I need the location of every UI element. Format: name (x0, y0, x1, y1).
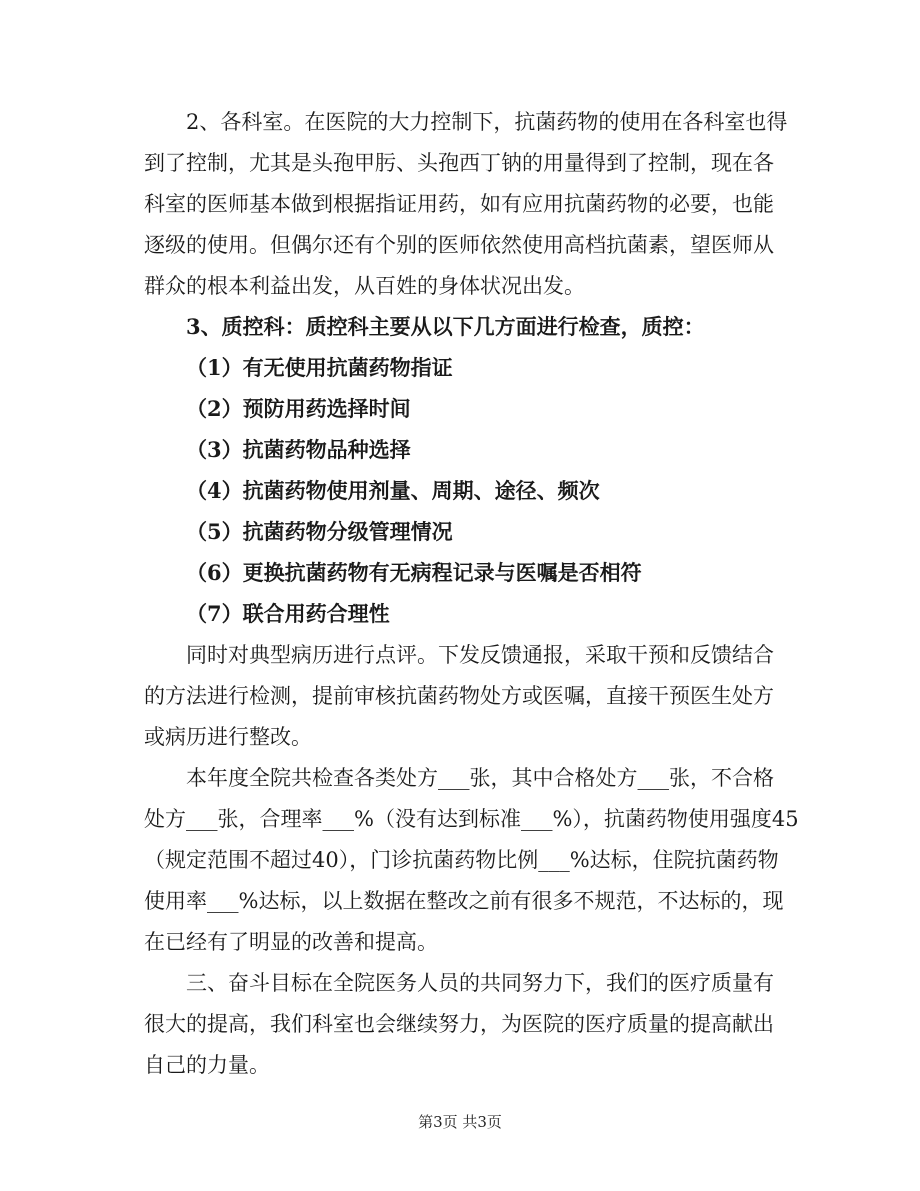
paragraph-3-line-5: 在已经有了明显的改善和提高。 (144, 930, 438, 954)
paragraph-3-line-2: 处方___张，合理率___%（没有达到标准___%），抗菌药物使用强度45 (144, 807, 799, 831)
paragraph-3-line-4: 使用率___%达标，以上数据在整改之前有很多不规范，不达标的，现 (144, 889, 784, 913)
paragraph-3-line-1: 本年度全院共检查各类处方___张，其中合格处方___张，不合格 (186, 766, 774, 790)
list-item-5: （5）抗菌药物分级管理情况 (186, 519, 453, 544)
list-item-2: （2）预防用药选择时间 (186, 396, 411, 421)
paragraph-2-line-1: 同时对典型病历进行点评。下发反馈通报，采取干预和反馈结合 (186, 643, 774, 667)
paragraph-4-line-3: 自己的力量。 (144, 1053, 270, 1077)
paragraph-1-line-1: 2、各科室。在医院的大力控制下，抗菌药物的使用在各科室也得 (186, 110, 788, 134)
paragraph-3-line-3: （规定范围不超过40），门诊抗菌药物比例___%达标，住院抗菌药物 (144, 848, 779, 872)
list-item-7: （7）联合用药合理性 (186, 601, 390, 626)
paragraph-4-line-1: 三、奋斗目标在全院医务人员的共同努力下，我们的医疗质量有 (186, 971, 774, 995)
section-heading-quality-control: 3、质控科：质控科主要从以下几方面进行检查，质控： (186, 314, 705, 339)
list-item-1: （1）有无使用抗菌药物指证 (186, 355, 453, 380)
paragraph-1-line-3: 科室的医师基本做到根据指证用药，如有应用抗菌药物的必要，也能 (144, 192, 774, 216)
paragraph-1-line-4: 逐级的使用。但偶尔还有个别的医师依然使用高档抗菌素，望医师从 (144, 233, 774, 257)
paragraph-1-line-5: 群众的根本利益出发，从百姓的身体状况出发。 (144, 274, 585, 298)
paragraph-2-line-2: 的方法进行检测，提前审核抗菌药物处方或医嘱，直接干预医生处方 (144, 684, 774, 708)
list-item-6: （6）更换抗菌药物有无病程记录与医嘱是否相符 (186, 560, 642, 585)
paragraph-2-line-3: 或病历进行整改。 (144, 725, 312, 749)
paragraph-1-line-2: 到了控制，尤其是头孢甲肟、头孢西丁钠的用量得到了控制，现在各 (144, 151, 774, 175)
page-number-footer: 第3页 共3页 (418, 1113, 502, 1131)
list-item-3: （3）抗菌药物品种选择 (186, 437, 411, 462)
paragraph-4-line-2: 很大的提高，我们科室也会继续努力，为医院的医疗质量的提高献出 (144, 1012, 774, 1036)
list-item-4: （4）抗菌药物使用剂量、周期、途径、频次 (186, 478, 600, 503)
